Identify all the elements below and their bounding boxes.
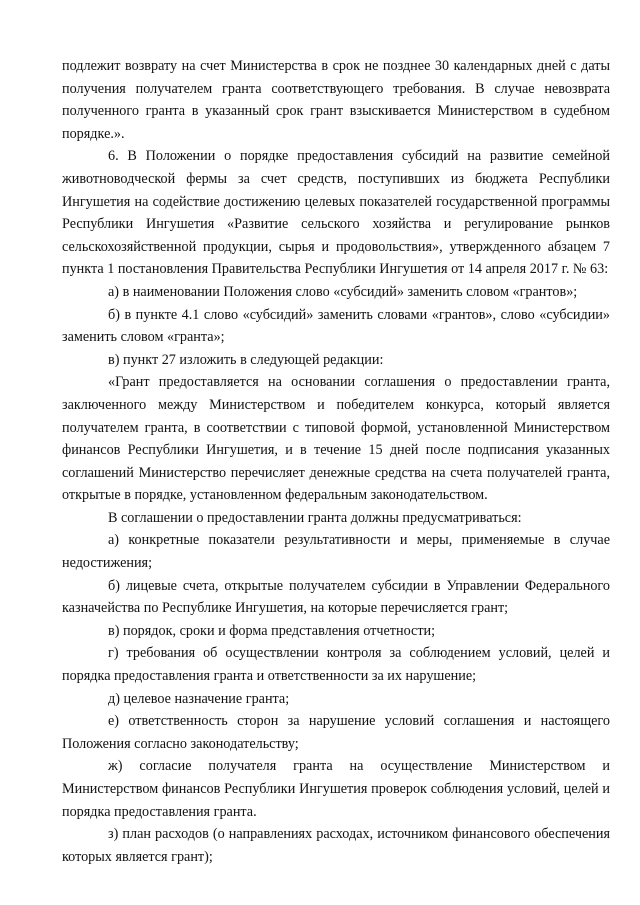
paragraph-subitem-v: в) пункт 27 изложить в следующей редакции: bbox=[108, 351, 384, 368]
paragraph-continuation: подлежит возврату на счет Министерства в срок не позднее 30 календарных дней с даты получения получателем гранта соответствующего требования. В случае невозврата полученного гранта в указанный срок грант взыскивается Министерством в судебном порядке.». bbox=[62, 58, 610, 142]
paragraph-subitem-b: б) в пункте 4.1 слово «субсидий» заменить словами «грантов», слово «субсидии» заменить словом «гранта»; bbox=[62, 306, 610, 346]
paragraph-agreement-intro: В соглашении о предоставлении гранта должны предусматриваться: bbox=[108, 509, 522, 526]
paragraph-agreement-e: е) ответственность сторон за нарушение условий соглашения и настоящего Положения согласно законодательству; bbox=[62, 713, 610, 752]
paragraph-agreement-zh: ж) согласие получателя гранта на осуществление Министерством и Министерством финансов Республики Ингушетия проверок соблюдения условий, целей и порядка предоставления гранта. bbox=[62, 758, 610, 820]
paragraph-agreement-a: а) конкретные показатели результативности и меры, применяемые в случае недостижения; bbox=[62, 532, 610, 572]
paragraph-quoted-item-27: «Грант предоставляется на основании соглашения о предоставлении гранта, заключенного между Министерством и победителем конкурса, который является получателем гранта, в соответствии с типовой формой, установленной Министерством финансов Республики Ингушетия, и в течение 15 дней после подписания указанных соглашений Министерство перечисляет денежные средства на счета получателей гранта, открытые в порядке, установленном федеральным законодательством. bbox=[62, 374, 610, 504]
paragraph-agreement-d: д) целевое назначение гранта; bbox=[108, 690, 290, 707]
document-page bbox=[62, 55, 610, 868]
paragraph-agreement-g: г) требования об осуществлении контроля за соблюдением условий, целей и порядка предоставления гранта и ответственности за их нарушение; bbox=[62, 645, 610, 685]
paragraph-agreement-v: в) порядок, сроки и форма представления отчетности; bbox=[108, 622, 436, 639]
paragraph-agreement-z: з) план расходов (о направлениях расходах, источником финансового обеспечения которых является грант); bbox=[62, 826, 610, 865]
paragraph-agreement-b: б) лицевые счета, открытые получателем субсидии в Управлении Федерального казначейства по Республике Ингушетия, на которые перечисляется грант; bbox=[62, 577, 610, 617]
paragraph-subitem-a: а) в наименовании Положения слово «субсидий» заменить словом «грантов»; bbox=[108, 283, 578, 300]
paragraph-item-6: 6. В Положении о порядке предоставления субсидий на развитие семейной животноводческой фермы за счет средств, поступивших из бюджета Республики Ингушетия на содействие достижению целевых показателей государственной программы Республики Ингушетия «Развитие сельского хозяйства и регулирование рынков сельскохозяйственной продукции, сырья и продовольствия», утвержденного абзацем 7 пункта 1 постановления Правительства Республики Ингушетия от 14 апреля 2017 г. № 63: bbox=[62, 148, 610, 278]
